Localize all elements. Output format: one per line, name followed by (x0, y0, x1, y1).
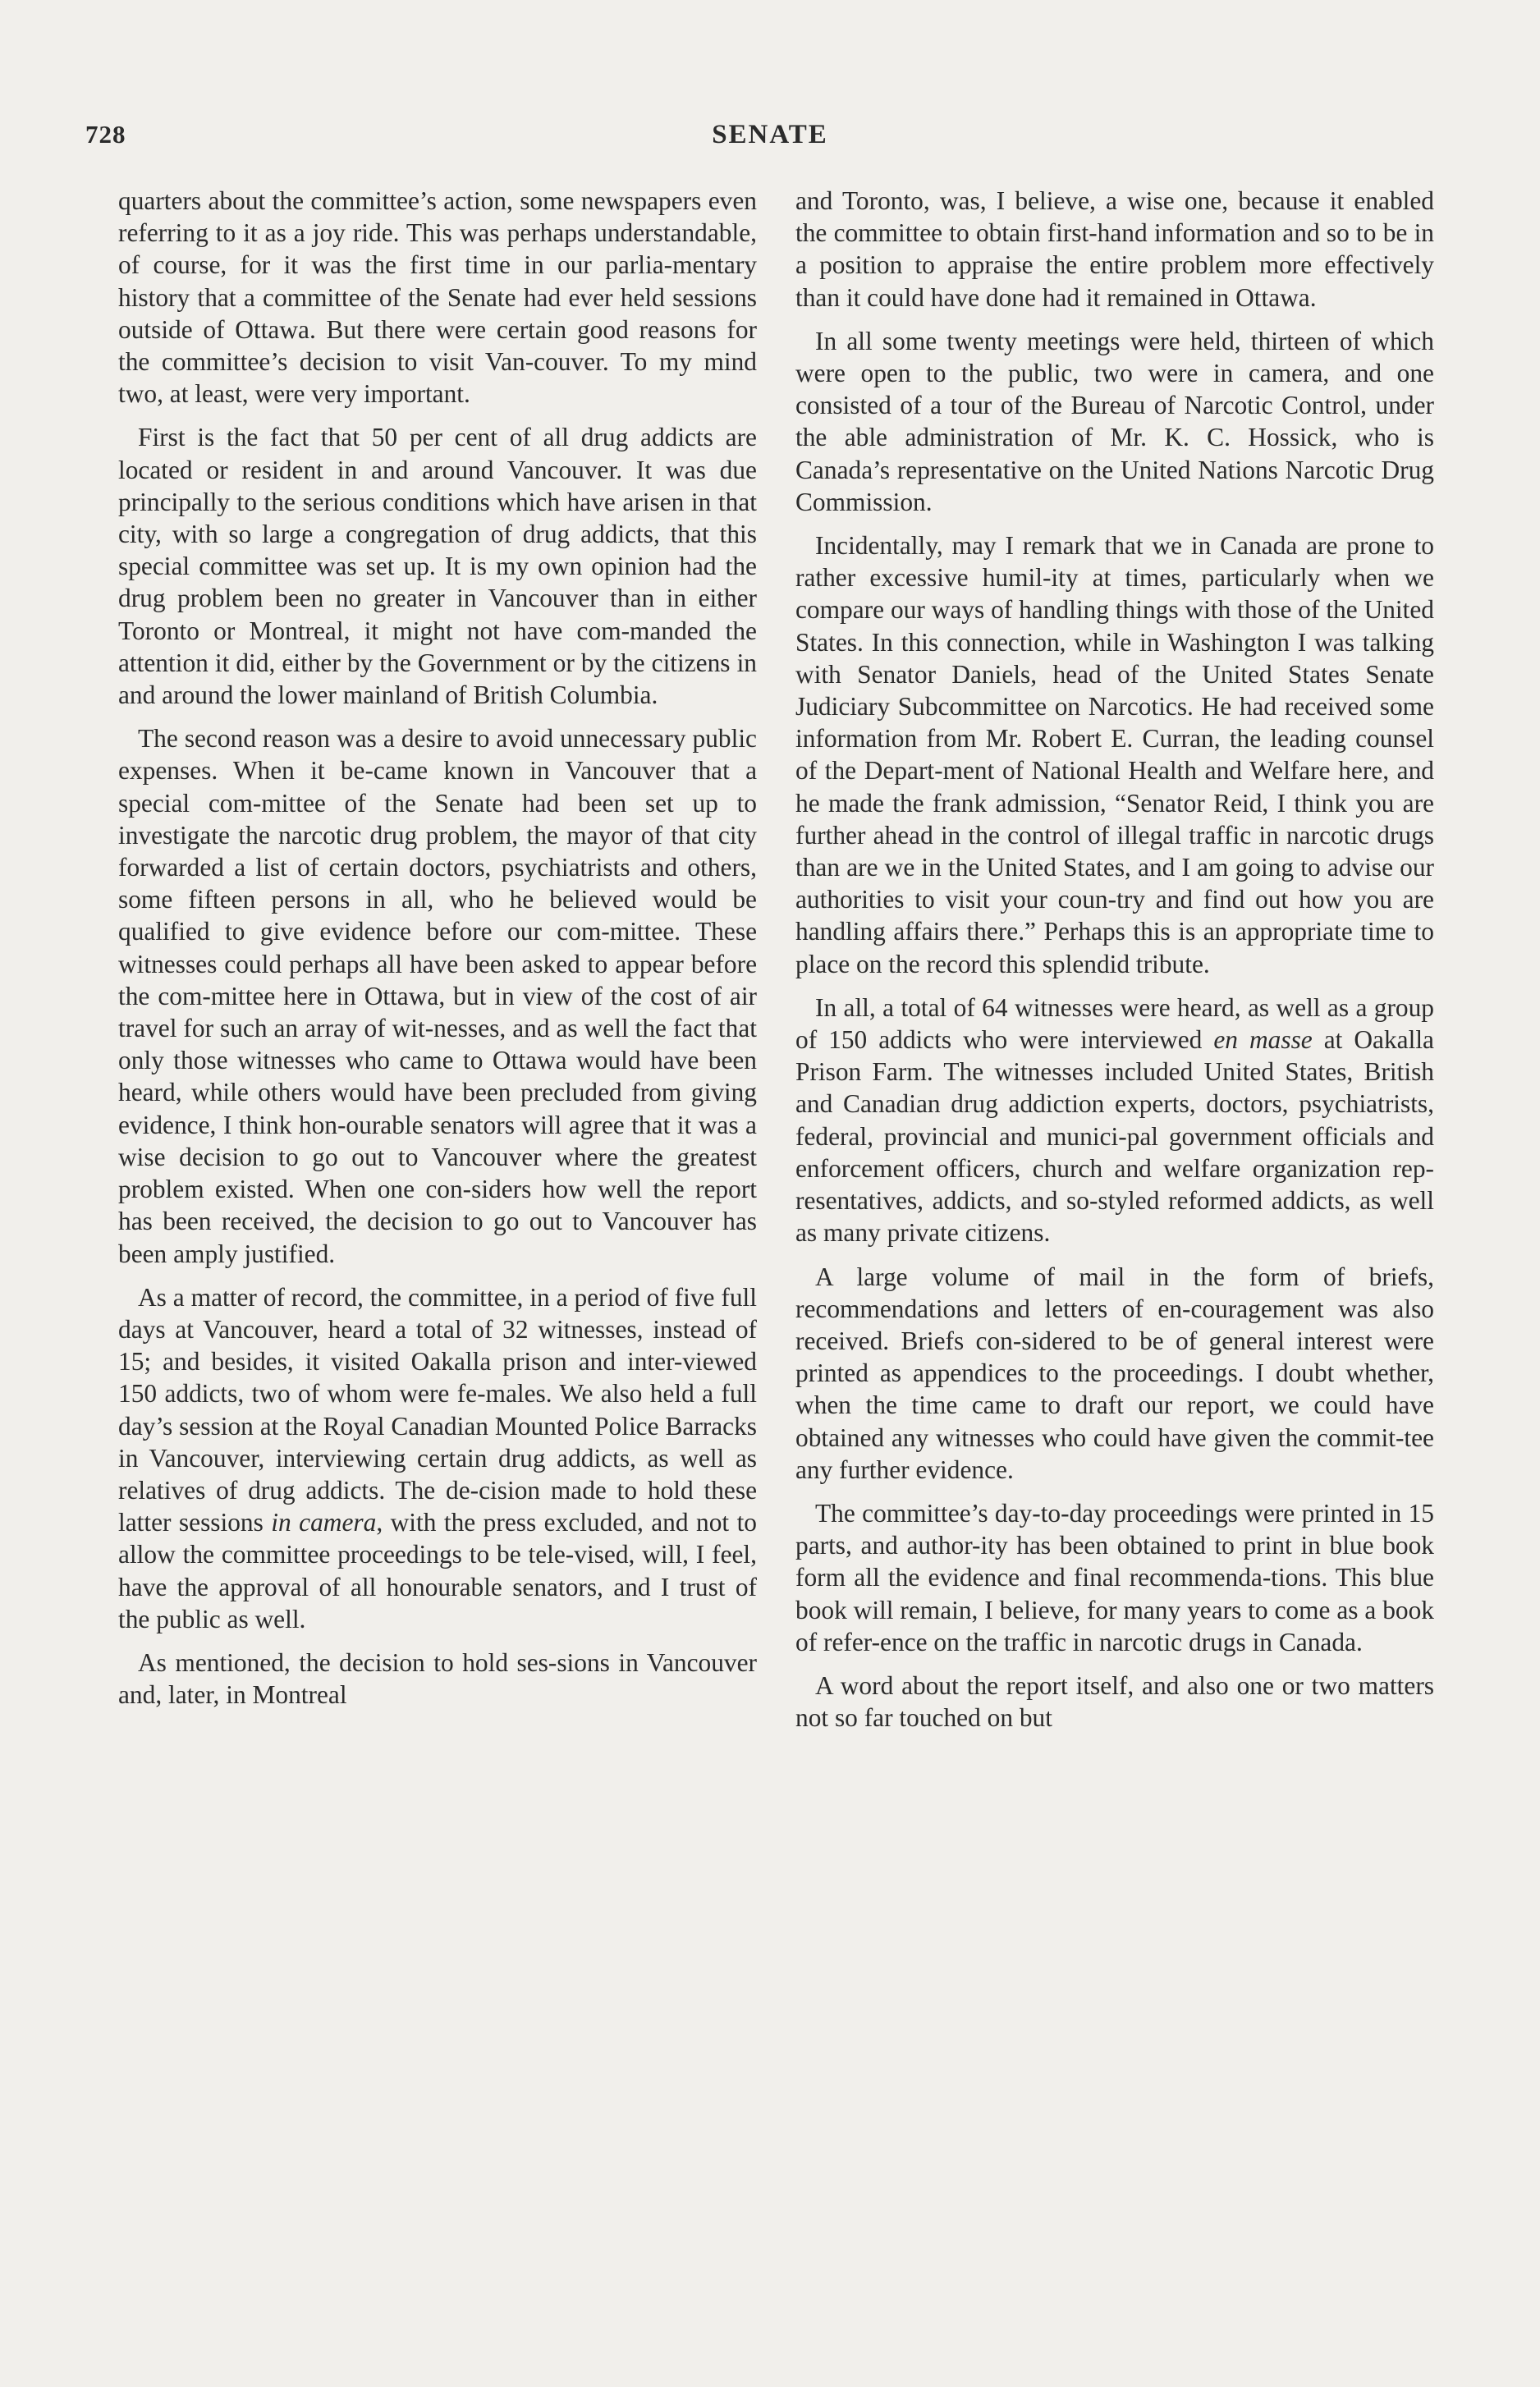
paragraph (795, 992, 1434, 1249)
paragraph: Incidentally, may I remark that we in Canada are prone to rather excessive humil-ity at times, particularly when we compare our ways of handling things with those of the United States. In this connection, while in Washington I was talking with Senator Daniels, head of the United States Senate Judiciary Subcommittee on Narcotics. He had received some information from Mr. Robert E. Curran, the leading counsel of the Depart-ment of National Health and Welfare here, and he made the frank admission, “Senator Reid, I think you are further ahead in the control of illegal traffic in narcotic drugs than are we in the United States, and I am going to advise our authorities to visit your coun-try and find out how you are handling affairs there.” Perhaps this is an appropriate time to place on the record this splendid tribute. (795, 531, 1434, 978)
paragraph: In all some twenty meetings were held, thirteen of which were open to the public, two were in camera, and one consisted of a tour of the Bureau of Narcotic Control, under the able administration of Mr. K. C. Hossick, who is Canada’s representative on the United Nations Narcotic Drug Commission. (795, 326, 1434, 516)
paragraph: A large volume of mail in the form of briefs, recommendations and letters of en-couragement was also received. Briefs con-sidered to be of general interest were printed as appendices to the proceedings. I doubt whether, when the time came to draft our report, we could have obtained any witnesses who could have given the commit-tee any further evidence. (795, 1262, 1434, 1484)
paragraph: As mentioned, the decision to hold ses-sions in Vancouver and, later, in Montreal (118, 1647, 757, 1710)
paragraph-text: In all, a total of 64 witnesses were heard, as well as a group of 150 addicts who were interviewed (795, 992, 1434, 1055)
paragraph: and Toronto, was, I believe, a wise one, because it enabled the committee to obtain first-hand information and so to be in a position to appraise the entire problem more effectively than it could have done had it remained in Ottawa. (795, 186, 1434, 312)
paragraph: quarters about the committee’s action, some newspapers even referring to it as a joy ride. This was perhaps understandable, of course, for it was the first time in our parlia-mentary history that a committee of the Senate had ever held sessions outside of Ottawa. But there were certain good reasons for the committee’s decision to visit Van-couver. To my mind two, at least, were very important. (118, 186, 757, 409)
italic-phrase: en masse (1213, 1025, 1313, 1055)
page-number: 728 (85, 120, 126, 149)
paragraph (118, 1281, 757, 1635)
paragraph-text: , with the press excluded, and not to allow the committee proceedings to be tele-vised, will, I feel, have the approval of all honourable senators, and I trust of the public as well. (118, 1508, 757, 1633)
italic-phrase: in camera (271, 1508, 377, 1537)
left-column (118, 185, 757, 1722)
paragraph: The second reason was a desire to avoid unnecessary public expenses. When it be-came known in Vancouver that a special com-mittee of the Senate had been set up to investigate the narcotic drug problem, the mayor of that city forwarded a list of certain doctors, psychiatrists and others, some fifteen persons in all, who he believed would be qualified to give evidence before our com-mittee. These witnesses could perhaps all have been asked to appear before the com-mittee here in Ottawa, but in view of the cost of air travel for such an array of wit-nesses, and as well the fact that only those witnesses who came to Ottawa would have been heard, while others would have been precluded from giving evidence, I think hon-ourable senators will agree that it was a wise decision to go out to Vancouver where the greatest problem existed. When one con-siders how well the report has been received, the decision to go out to Vancouver has been amply justified. (118, 724, 757, 1268)
paragraph: First is the fact that 50 per cent of all drug addicts are located or resident in and around Vancouver. It was due principally to the serious conditions which have arisen in that city, with so large a congregation of drug addicts, that this special committee was set up. It is my own opinion had the drug problem been no greater in Vancouver than in either Toronto or Montreal, it might not have com-manded the attention it did, either by the Government or by the citizens in and around the lower mainland of British Columbia. (118, 423, 757, 710)
paragraph-text: at Oakalla Prison Farm. The witnesses included United States, British and Canadian drug addiction experts, doctors, psychiatrists, federal, provincial and munici-pal government officials and enforcement officers, church and welfare organization rep-resentatives, addicts, and so-styled reformed addicts, as well as many private citizens. (795, 1025, 1434, 1248)
running-head-title: SENATE (712, 120, 828, 149)
paragraph: A word about the report itself, and also one or two matters not so far touched on but (795, 1670, 1434, 1733)
right-column (795, 185, 1434, 1745)
paragraph-text: As a matter of record, the committee, in a period of five full days at Vancouver, heard a total of 32 witnesses, instead of 15; and besides, it visited Oakalla prison and inter-viewed 150 addicts, two of whom were fe-males. We also held a full day’s session at the Royal Canadian Mounted Police Barracks in Vancouver, interviewing certain drug addicts, as well as relatives of drug addicts. The de-cision made to hold these latter sessions (118, 1282, 757, 1537)
paragraph: The committee’s day-to-day proceedings were printed in 15 parts, and author-ity has been obtained to print in blue book form all the evidence and final recommenda-tions. This blue book will remain, I believe, for many years to come as a book of refer-ence on the traffic in narcotic drugs in Canada. (795, 1498, 1434, 1656)
